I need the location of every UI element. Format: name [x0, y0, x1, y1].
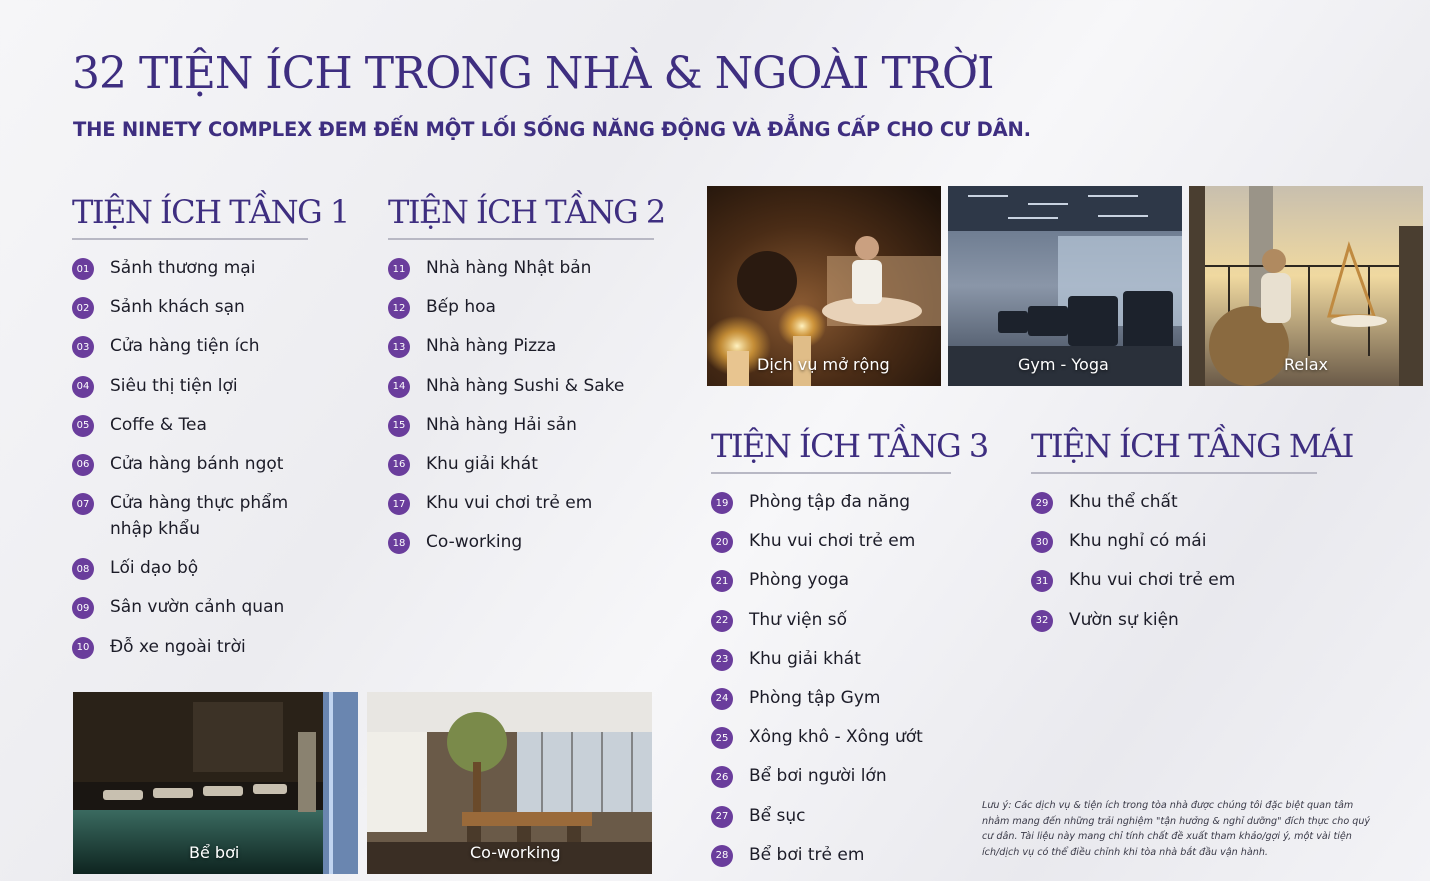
pool-caption: Bể bơi	[189, 843, 240, 862]
list-item	[72, 558, 308, 597]
item-number-badge: 27	[711, 806, 733, 828]
item-number-badge: 20	[711, 531, 733, 553]
item-number-badge: 14	[388, 376, 410, 398]
floor1-list	[72, 258, 308, 676]
coworking-photo	[367, 692, 652, 874]
item-label: Bể sục	[749, 805, 806, 826]
item-number-badge: 04	[72, 376, 94, 398]
item-number-badge: 30	[1031, 531, 1053, 553]
coworking-caption: Co-working	[470, 843, 561, 862]
list-item	[388, 532, 654, 571]
item-number-badge: 06	[72, 454, 94, 476]
item-number-badge: 22	[711, 610, 733, 632]
item-number-badge: 12	[388, 297, 410, 319]
item-label: Cửa hàng bánh ngọt	[110, 453, 284, 474]
item-number-badge: 19	[711, 492, 733, 514]
gym-caption: Gym - Yoga	[1018, 355, 1109, 374]
item-number-badge: 17	[388, 493, 410, 515]
item-label: Khu nghỉ có mái	[1069, 531, 1207, 552]
item-label: Sảnh thương mại	[110, 258, 256, 278]
floor2-section	[388, 193, 665, 572]
spa-caption: Dịch vụ mở rộng	[757, 355, 890, 374]
list-item	[388, 258, 654, 297]
item-label: Co-working	[426, 532, 523, 553]
list-item	[711, 492, 951, 531]
item-label: Coffe & Tea	[110, 414, 207, 435]
item-label: Nhà hàng Nhật bản	[426, 258, 592, 278]
list-item	[72, 637, 308, 676]
disclaimer-note: Lưu ý: Các dịch vụ & tiện ích trong tòa nhà được chúng tôi đặc biệt quan tâm nhằm mang đến những trải nghiệm "tận hưởng & nghỉ dưỡng" đích thực cho quý cư dân. Tài liệu này mang chỉ tính chất đề xuất tham khảo/gợi ý, một vài tiện ích/dịch vụ có thể điều chỉnh khi tòa nhà bắt đầu vận hành.	[982, 800, 1371, 858]
item-number-badge: 21	[711, 570, 733, 592]
list-item	[72, 336, 308, 375]
item-label: Sân vườn cảnh quan	[110, 597, 285, 618]
item-number-badge: 26	[711, 766, 733, 788]
spa-photo	[707, 186, 941, 386]
item-number-badge: 03	[72, 336, 94, 358]
list-item	[1031, 610, 1317, 649]
list-item	[711, 766, 951, 805]
list-item	[1031, 570, 1317, 609]
list-item	[388, 454, 654, 493]
item-number-badge: 05	[72, 415, 94, 437]
floor1-title: TIỆN ÍCH TẦNG 1	[72, 196, 308, 240]
item-label: Khu vui chơi trẻ em	[1069, 570, 1236, 591]
item-number-badge: 18	[388, 532, 410, 554]
list-item	[1031, 492, 1317, 531]
gym-photo	[948, 186, 1182, 386]
floor2-list	[388, 258, 654, 572]
item-label: Nhà hàng Pizza	[426, 336, 557, 357]
list-item	[72, 415, 308, 454]
item-number-badge: 25	[711, 727, 733, 749]
list-item	[388, 297, 654, 336]
item-number-badge: 16	[388, 454, 410, 476]
relax-photo	[1189, 186, 1423, 386]
list-item	[711, 688, 951, 727]
list-item	[711, 727, 951, 766]
item-label: Bếp hoa	[426, 297, 496, 318]
item-label: Phòng tập Gym	[749, 687, 881, 708]
item-label: Sảnh khách sạn	[110, 297, 245, 318]
item-label: Đỗ xe ngoài trời	[110, 636, 246, 657]
page-subtitle: THE NINETY COMPLEX ĐEM ĐẾN MỘT LỐI SỐNG NĂNG ĐỘNG VÀ ĐẲNG CẤP CHO CƯ DÂN.	[73, 118, 1031, 141]
list-item	[388, 493, 654, 532]
item-number-badge: 32	[1031, 610, 1053, 632]
list-item	[72, 258, 308, 297]
item-number-badge: 11	[388, 258, 410, 280]
pool-photo	[73, 692, 358, 874]
list-item	[711, 531, 951, 570]
item-number-badge: 10	[72, 637, 94, 659]
list-item	[388, 415, 654, 454]
item-number-badge: 15	[388, 415, 410, 437]
item-label: Thư viện số	[749, 609, 848, 630]
item-number-badge: 01	[72, 258, 94, 280]
item-label: Bể bơi người lớn	[749, 766, 887, 787]
item-label: Khu giải khát	[426, 453, 538, 474]
item-number-badge: 02	[72, 297, 94, 319]
item-number-badge: 07	[72, 493, 94, 515]
list-item	[388, 336, 654, 375]
item-label: Nhà hàng Hải sản	[426, 414, 577, 435]
item-label: Cửa hàng tiện ích	[110, 336, 260, 357]
page-title: 32 TIỆN ÍCH TRONG NHÀ & NGOÀI TRỜI	[72, 48, 994, 99]
list-item	[72, 597, 308, 636]
rooftop-section	[1031, 427, 1353, 649]
item-label: Siêu thị tiện lợi	[110, 375, 238, 396]
item-number-badge: 23	[711, 649, 733, 671]
relax-caption: Relax	[1284, 355, 1328, 374]
item-number-badge: 09	[72, 597, 94, 619]
item-label: Khu thể chất	[1069, 492, 1178, 512]
item-number-badge: 13	[388, 336, 410, 358]
item-label: Phòng yoga	[749, 570, 850, 591]
list-item	[711, 570, 951, 609]
floor3-title: TIỆN ÍCH TẦNG 3	[711, 430, 951, 474]
item-label: Phòng tập đa năng	[749, 492, 911, 512]
item-label: Khu vui chơi trẻ em	[749, 531, 916, 552]
item-number-badge: 24	[711, 688, 733, 710]
list-item	[711, 649, 951, 688]
list-item	[711, 806, 951, 845]
item-number-badge: 08	[72, 558, 94, 580]
list-item	[711, 610, 951, 649]
item-label: Nhà hàng Sushi & Sake	[426, 375, 625, 396]
list-item	[711, 845, 951, 881]
item-label: Khu giải khát	[749, 648, 861, 669]
item-label: Vườn sự kiện	[1069, 609, 1179, 630]
item-label: Khu vui chơi trẻ em	[426, 493, 593, 514]
item-label: Cửa hàng thực phẩm nhập khẩu	[110, 493, 289, 540]
rooftop-list	[1031, 492, 1317, 649]
floor1-section	[72, 193, 349, 676]
list-item	[72, 376, 308, 415]
list-item	[72, 297, 308, 336]
list-item	[388, 376, 654, 415]
item-label: Xông khô - Xông ướt	[749, 727, 923, 748]
rooftop-title: TIỆN ÍCH TẦNG MÁI	[1031, 430, 1317, 474]
item-number-badge: 31	[1031, 570, 1053, 592]
list-item	[1031, 531, 1317, 570]
item-number-badge: 29	[1031, 492, 1053, 514]
item-label: Lối dạo bộ	[110, 558, 199, 579]
floor3-list	[711, 492, 951, 881]
floor2-title: TIỆN ÍCH TẦNG 2	[388, 196, 654, 240]
floor3-section	[711, 427, 988, 881]
item-label: Bể bơi trẻ em	[749, 844, 865, 865]
item-number-badge: 28	[711, 845, 733, 867]
list-item	[72, 493, 308, 558]
list-item	[72, 454, 308, 493]
